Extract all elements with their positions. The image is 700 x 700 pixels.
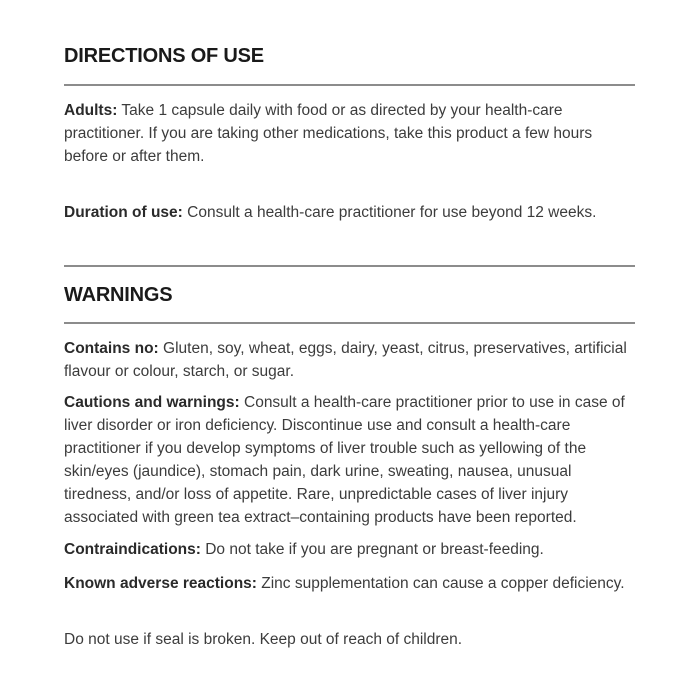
directions-heading: DIRECTIONS OF USE — [64, 45, 264, 67]
contains-no-label: Contains no: — [64, 340, 159, 357]
adverse-reactions-text: Zinc supplementation can cause a copper deficiency. — [261, 575, 625, 592]
adults-label: Adults: — [64, 102, 118, 119]
cautions-paragraph — [64, 391, 636, 529]
warnings-heading: WARNINGS — [64, 284, 173, 306]
contraindications-text: Do not take if you are pregnant or breast-feeding. — [205, 541, 544, 558]
adverse-reactions-paragraph — [64, 572, 636, 595]
cautions-text: Consult a health-care practitioner prior to use in case of liver disorder or iron deficiency. Discontinue use and consult a health-care practitioner if you develop symptoms of liver trouble such as yellowing of the skin/eyes (jaundice), stomach pain, dark urine, sweating, nausea, unusual tiredness, and/or loss of appetite. Rare, unpredictable cases of liver injury associated with green tea extract–containing products have been reported. — [64, 394, 625, 526]
contains-no-text: Gluten, soy, wheat, eggs, dairy, yeast, citrus, preservatives, artificial flavour or colour, starch, or sugar. — [64, 340, 627, 380]
footer-warning: Do not use if seal is broken. Keep out of reach of children. — [64, 631, 463, 648]
adults-paragraph — [64, 99, 636, 168]
adverse-reactions-label: Known adverse reactions: — [64, 575, 257, 592]
contains-no-paragraph — [64, 337, 636, 383]
contraindications-label: Contraindications: — [64, 541, 201, 558]
section-divider — [64, 265, 635, 267]
duration-paragraph — [64, 201, 636, 224]
cautions-label: Cautions and warnings: — [64, 394, 240, 411]
duration-text: Consult a health-care practitioner for use beyond 12 weeks. — [187, 204, 597, 221]
directions-top-divider — [64, 84, 635, 86]
contraindications-paragraph — [64, 538, 636, 561]
warnings-top-divider — [64, 322, 635, 324]
duration-label: Duration of use: — [64, 204, 183, 221]
adults-text: Take 1 capsule daily with food or as directed by your health-care practitioner. If you are taking other medications, take this product a few hours before or after them. — [64, 102, 593, 165]
